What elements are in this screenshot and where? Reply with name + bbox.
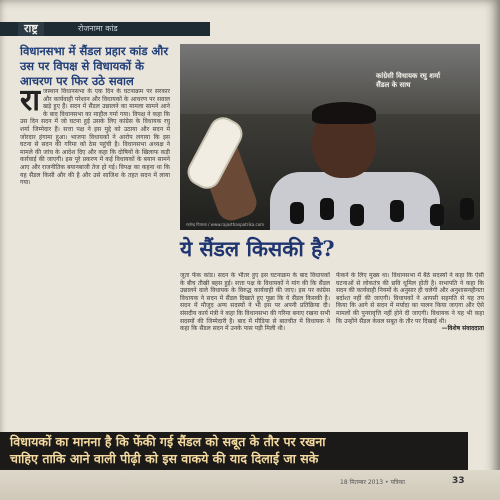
- photo-credit: राजेन्द्र पियरवा / www.rajasthanpatrika.com: [186, 222, 265, 227]
- microphone-icon: [460, 198, 474, 220]
- photo-caption: कांग्रेसी विधायक रघु शर्मा सैंडल के साथ: [376, 72, 441, 89]
- microphone-icon: [350, 204, 364, 226]
- photo-person-hair: [312, 102, 376, 124]
- article-headline: विधानसभा में सैंडल प्रहार कांड और उस पर विपक्ष से विधायकों के आचरण पर फिर उठे सवाल: [20, 44, 169, 88]
- microphones: [280, 198, 480, 230]
- question-headline: ये सैंडल किसकी है?: [180, 236, 335, 261]
- page-fold: [0, 470, 500, 500]
- section-title: राष्ट्र: [18, 22, 44, 36]
- byline: —विशेष संवाददाता: [441, 325, 484, 333]
- microphone-icon: [320, 198, 334, 220]
- article-photo: [180, 44, 480, 230]
- pull-quote-line-2: चाहिए ताकि आने वाली पीढ़ी को इस वाकये की याद दिलाई जा सके: [10, 451, 319, 466]
- dropcap: रा: [20, 88, 41, 118]
- article-column-1: [20, 88, 170, 428]
- section-subtitle: रोजनामा कांड: [78, 24, 118, 33]
- article-column-2: [180, 272, 330, 430]
- article-column-3: [336, 272, 484, 430]
- page-number: 33: [452, 476, 465, 486]
- pull-quote-line-1: विधायकों का मानना है कि फेंकी गई सैंडल को सबूत के तौर पर रखना: [10, 434, 326, 449]
- column-1-text: जस्थान विधानसभा के एक दिन के घटनाक्रम पर सरकार और कार्यवाही परेशान और विधायकों के आचरण पर सवाल खड़े हुए हैं। सदन में सैंडल उछालने का मामला सामने आने के बाद विधानसभा का माहौल गर्मा गया। विपक्ष ने कहा कि उस दिन सदन में जो घटना हुई उसके लिए कांग्रेस के विधायक रघु शर्मा जिम्मेदार हैं। सत्ता पक्ष ने इस मुद्दे को उठाया और सदन में जोरदार हंगामा हुआ। भाजपा विधायकों ने आरोप लगाया कि इस घटना से सदन की गरिमा को ठेस पहुंची है। विधानसभा अध्यक्ष ने मामले की जांच के आदेश दिए और कहा कि दोषियों के खिलाफ कड़ी कार्रवाई की जाएगी। इस पूरे प्रकरण में कई विधायकों के बयान सामने आए और राजनीतिक बयानबाजी तेज हो गई। विपक्ष का कहना था कि यह सैंडल किसी और की है और उसे साजिश के तहत सदन में लाया गया।: [20, 88, 170, 187]
- microphone-icon: [430, 204, 444, 226]
- column-3-text: फेंकने के लिए मुख्य था। विधानसभा में बैठे सदस्यों ने कहा कि ऐसी घटनाओं से लोकतंत्र की छवि धूमिल होती है। सभापति ने कहा कि सदन की कार्यवाही नियमों के अनुसार ही चलेगी और अनुशासनहीनता बर्दाश्त नहीं की जाएगी। विधायकों ने आपसी सहमति से यह तय किया कि आगे से सदन में मर्यादा का पालन किया जाएगा और ऐसे मामलों की पुनरावृत्ति नहीं होने दी जाएगी। विधायक ने यह भी कहा कि उन्होंने सैंडल केवल सबूत के तौर पर दिखाई थी।: [336, 272, 484, 325]
- microphone-icon: [390, 200, 404, 222]
- issue-footer: 18 मितम्बर 2013 • पत्रिका: [340, 479, 405, 486]
- column-2-text: जूता फेंक कांड। सदन के भीतर हुए इस घटनाक्रम के बाद विधायकों के बीच तीखी बहस हुई। सत्ता पक्ष के विधायकों ने मांग की कि सैंडल उछालने वाले विधायक के विरुद्ध कार्यवाही की जाए। इस पर कांग्रेस विधायक ने सदन में सैंडल दिखाते हुए पूछा कि ये सैंडल किसकी है। सदन में मौजूद अन्य सदस्यों ने भी इस पर अपनी प्रतिक्रिया दी। संसदीय कार्य मंत्री ने कहा कि विधानसभा की गरिमा बनाए रखना सभी सदस्यों की जिम्मेदारी है। बाद में मीडिया से बातचीत में विधायक ने कहा कि सैंडल सदन में उनके पास पड़ी मिली थी।: [180, 272, 330, 333]
- microphone-icon: [290, 202, 304, 224]
